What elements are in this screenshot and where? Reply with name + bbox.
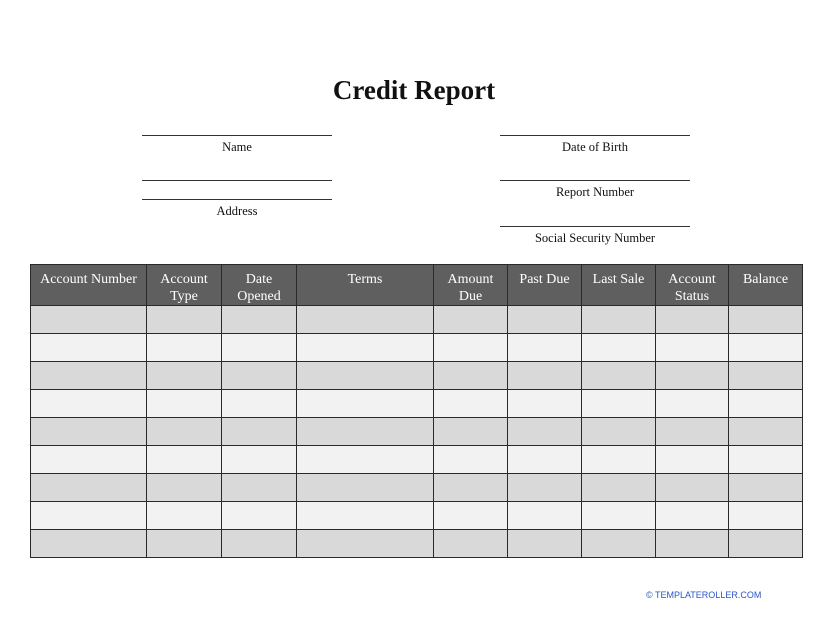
header-account-number: Account Number <box>31 265 147 306</box>
table-row <box>31 418 803 446</box>
table-cell[interactable] <box>434 390 508 418</box>
table-cell[interactable] <box>31 446 147 474</box>
table-cell[interactable] <box>434 474 508 502</box>
table-cell[interactable] <box>31 334 147 362</box>
table-cell[interactable] <box>729 530 803 558</box>
table-body <box>31 306 803 558</box>
table-cell[interactable] <box>31 390 147 418</box>
table-cell[interactable] <box>582 390 656 418</box>
table-cell[interactable] <box>434 502 508 530</box>
table-cell[interactable] <box>582 306 656 334</box>
table-cell[interactable] <box>729 474 803 502</box>
report-number-label: Report Number <box>555 185 635 199</box>
table-cell[interactable] <box>222 530 297 558</box>
table-cell[interactable] <box>147 502 222 530</box>
table-cell[interactable] <box>222 474 297 502</box>
table-cell[interactable] <box>297 474 434 502</box>
accounts-table <box>30 264 803 558</box>
table-cell[interactable] <box>508 418 582 446</box>
table-cell[interactable] <box>222 306 297 334</box>
table-cell[interactable] <box>582 502 656 530</box>
header-balance: Balance <box>729 265 803 306</box>
table-cell[interactable] <box>297 362 434 390</box>
name-line[interactable] <box>142 135 332 136</box>
table-cell[interactable] <box>729 306 803 334</box>
table-cell[interactable] <box>297 502 434 530</box>
copyright-link[interactable]: © TEMPLATEROLLER.COM <box>646 590 762 600</box>
table-cell[interactable] <box>222 446 297 474</box>
address-line-1[interactable] <box>142 180 332 181</box>
table-cell[interactable] <box>297 446 434 474</box>
table-cell[interactable] <box>656 446 729 474</box>
table-cell[interactable] <box>147 530 222 558</box>
table-cell[interactable] <box>729 334 803 362</box>
table-cell[interactable] <box>31 474 147 502</box>
table-row <box>31 474 803 502</box>
table-header-row <box>31 265 803 306</box>
table-cell[interactable] <box>434 418 508 446</box>
table-cell[interactable] <box>508 362 582 390</box>
ssn-label: Social Security Number <box>534 231 656 245</box>
table-cell[interactable] <box>508 446 582 474</box>
table-cell[interactable] <box>508 474 582 502</box>
table-cell[interactable] <box>729 446 803 474</box>
table-cell[interactable] <box>147 390 222 418</box>
table-cell[interactable] <box>656 390 729 418</box>
table-cell[interactable] <box>656 502 729 530</box>
table-cell[interactable] <box>729 418 803 446</box>
table-cell[interactable] <box>729 502 803 530</box>
table-cell[interactable] <box>656 418 729 446</box>
table-cell[interactable] <box>31 306 147 334</box>
table-row <box>31 530 803 558</box>
name-label: Name <box>222 140 252 154</box>
table-cell[interactable] <box>147 474 222 502</box>
date-of-birth-label: Date of Birth <box>562 140 628 154</box>
header-date-opened: Date Opened <box>222 265 297 306</box>
header-terms: Terms <box>297 265 434 306</box>
table-cell[interactable] <box>729 390 803 418</box>
table-cell[interactable] <box>31 362 147 390</box>
table-cell[interactable] <box>147 446 222 474</box>
table-row <box>31 390 803 418</box>
table-row <box>31 362 803 390</box>
table-cell[interactable] <box>508 502 582 530</box>
table-cell[interactable] <box>656 362 729 390</box>
table-cell[interactable] <box>656 530 729 558</box>
table-cell[interactable] <box>31 418 147 446</box>
table-cell[interactable] <box>508 306 582 334</box>
table-cell[interactable] <box>729 362 803 390</box>
table-cell[interactable] <box>147 418 222 446</box>
table-cell[interactable] <box>222 390 297 418</box>
table-cell[interactable] <box>31 530 147 558</box>
table-cell[interactable] <box>434 306 508 334</box>
table-cell[interactable] <box>434 446 508 474</box>
table-cell[interactable] <box>297 530 434 558</box>
table-cell[interactable] <box>582 362 656 390</box>
table-row <box>31 334 803 362</box>
table-cell[interactable] <box>582 446 656 474</box>
table-cell[interactable] <box>656 334 729 362</box>
date-of-birth-line[interactable] <box>500 135 690 136</box>
table-cell[interactable] <box>582 418 656 446</box>
table-cell[interactable] <box>147 362 222 390</box>
table-cell[interactable] <box>508 390 582 418</box>
table-cell[interactable] <box>434 362 508 390</box>
table-cell[interactable] <box>147 334 222 362</box>
header-last-sale: Last Sale <box>582 265 656 306</box>
table-cell[interactable] <box>434 530 508 558</box>
report-number-line[interactable] <box>500 180 690 181</box>
address-line-2[interactable] <box>142 199 332 200</box>
table-row <box>31 502 803 530</box>
page-title: Credit Report <box>332 75 496 105</box>
table-row <box>31 446 803 474</box>
table-cell[interactable] <box>297 418 434 446</box>
table-cell[interactable] <box>508 530 582 558</box>
table-cell[interactable] <box>297 390 434 418</box>
table-cell[interactable] <box>222 334 297 362</box>
table-cell[interactable] <box>147 306 222 334</box>
table-cell[interactable] <box>222 502 297 530</box>
table-cell[interactable] <box>656 474 729 502</box>
table-cell[interactable] <box>582 334 656 362</box>
header-account-type: Account Type <box>147 265 222 306</box>
table-cell[interactable] <box>434 334 508 362</box>
header-past-due: Past Due <box>508 265 582 306</box>
table-cell[interactable] <box>222 418 297 446</box>
table-cell[interactable] <box>297 306 434 334</box>
address-label: Address <box>216 204 258 218</box>
header-account-status: Account Status <box>656 265 729 306</box>
table-cell[interactable] <box>31 502 147 530</box>
table-cell[interactable] <box>222 362 297 390</box>
table-cell[interactable] <box>582 474 656 502</box>
table-cell[interactable] <box>508 334 582 362</box>
table-row <box>31 306 803 334</box>
table-cell[interactable] <box>656 306 729 334</box>
header-amount-due: Amount Due <box>434 265 508 306</box>
table-cell[interactable] <box>582 530 656 558</box>
ssn-line[interactable] <box>500 226 690 227</box>
table-cell[interactable] <box>297 334 434 362</box>
